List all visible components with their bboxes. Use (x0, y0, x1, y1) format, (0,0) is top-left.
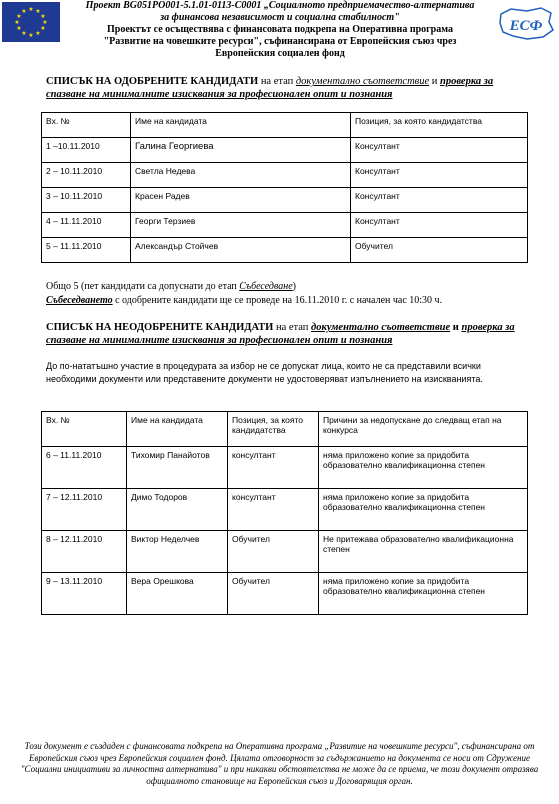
esf-logo-text: ЕСФ (509, 18, 543, 34)
column-header: Вх. № (42, 412, 127, 447)
esf-logo (497, 6, 555, 42)
approved-title-stage2: проверка за спазване на минималните изисквания за професионален опит и познания (46, 76, 494, 100)
table-row (42, 489, 528, 531)
table-cell: 5 – 11.11.2010 (42, 238, 131, 263)
table-cell: 2 – 10.11.2010 (42, 163, 131, 188)
header-line-2: за финансова независимост и социална стабилност" (160, 12, 400, 23)
interview-schedule-text (46, 294, 531, 307)
table-cell: Красен Радев (131, 188, 351, 213)
bulgaria-map-icon (497, 6, 555, 42)
table-cell: няма приложено копие за придобита образователно квалификационна степен (319, 489, 528, 531)
table-cell: Консултант (351, 138, 528, 163)
table-row (42, 188, 528, 213)
svg-text:★: ★ (35, 30, 41, 37)
rejected-title-bold: СПИСЪК НА НЕОДОБРЕНИТЕ КАНДИДАТИ (46, 322, 274, 333)
rejected-title-stage1: документално съответствие (311, 322, 451, 333)
table-cell: Александър Стойчев (131, 238, 351, 263)
approved-candidates-table (41, 112, 528, 263)
table-cell: Димо Тодоров (127, 489, 228, 531)
rejected-title-mid: на етап (273, 322, 312, 333)
project-header-text (66, 0, 494, 60)
table-row (42, 573, 528, 615)
svg-text:★: ★ (16, 13, 22, 20)
table-cell: няма приложено копие за придобита образователно квалификационна степен (319, 447, 528, 489)
column-header: Име на кандидата (131, 113, 351, 138)
table-row (42, 531, 528, 573)
column-header: Позиция, за която кандидатства (228, 412, 319, 447)
table-cell: 3 – 10.11.2010 (42, 188, 131, 213)
eu-flag-logo (2, 2, 60, 42)
column-header: Име на кандидата (127, 412, 228, 447)
table-cell: 7 – 12.11.2010 (42, 489, 127, 531)
funding-disclaimer-footer: Този документ е създаден с финансовата подкрепа на Оперативна програма „Развитие на човешките ресурси", съфинансирана от Европейския съюз чрез Европейския социален фонд. Цялата отговорност за съдържанието на документа се носи от Сдружение "Социални инициативи за личностна алтернатива" и при никакви обстоятелства не може да се приема, че този документ отразява официалното становище на Европейския съюз и Договарящия орган. (20, 741, 539, 786)
table-cell: консултант (228, 447, 319, 489)
interview-details: с одобрените кандидати ще се проведе на 16.11.2010 г. с начален час 10:30 ч. (112, 295, 443, 306)
table-cell: Светла Недева (131, 163, 351, 188)
table-cell: Тихомир Панайотов (127, 447, 228, 489)
header-line-4: "Развитие на човешките ресурси", съфинансирана от Европейския съюз чрез (103, 36, 457, 47)
table-row (42, 447, 528, 489)
approved-title-bold: СПИСЪК НА ОДОБРЕНИТЕ КАНДИДАТИ (46, 76, 259, 87)
column-header: Вх. № (42, 113, 131, 138)
table-cell: Не притежава образователно квалификационна степен (319, 531, 528, 573)
table-cell: няма приложено копие за придобита образователно квалификационна степен (319, 573, 528, 615)
column-header: Причини за недопускане до следващ етап на конкурса (319, 412, 528, 447)
table-cell: 1 –10.11.2010 (42, 138, 131, 163)
rejected-candidates-table (41, 411, 528, 615)
table-cell: Галина Георгиева (131, 138, 351, 163)
svg-text:★: ★ (28, 32, 34, 39)
rejected-title (46, 321, 526, 347)
svg-text:★: ★ (42, 19, 48, 26)
svg-text:★: ★ (21, 30, 27, 37)
svg-text:★: ★ (28, 6, 34, 13)
table-cell: Обучител (228, 573, 319, 615)
svg-text:★: ★ (14, 19, 20, 26)
table-cell: Консултант (351, 188, 528, 213)
table-header-row (42, 113, 528, 138)
approved-title-and: и (429, 76, 440, 87)
table-cell: 6 – 11.11.2010 (42, 447, 127, 489)
svg-text:★: ★ (40, 13, 46, 20)
eu-stars-icon (2, 2, 60, 42)
table-cell: 8 – 12.11.2010 (42, 531, 127, 573)
svg-text:★: ★ (21, 8, 27, 15)
table-cell: консултант (228, 489, 319, 531)
table-row (42, 213, 528, 238)
total-stage: Събеседване (239, 281, 293, 292)
interview-label: Събеседването (46, 295, 113, 306)
table-cell: Консултант (351, 213, 528, 238)
table-row (42, 163, 528, 188)
table-header-row (42, 412, 528, 447)
approved-title-mid: на етап (258, 76, 296, 87)
total-before: Общо 5 (пет кандидати са допуснати до етап (46, 281, 240, 292)
total-after: ) (292, 281, 297, 292)
svg-text:★: ★ (16, 25, 22, 32)
svg-text:★: ★ (40, 25, 46, 32)
table-cell: 4 – 11.11.2010 (42, 213, 131, 238)
table-row (42, 138, 528, 163)
rejection-note: До по-нататъшно участие в процедурата за избор не се допускат лица, които не са представили всички необходими документи или представените документи не удостоверяват изпълнението на изискванията. (46, 361, 483, 384)
table-cell: Виктор Неделчев (127, 531, 228, 573)
table-cell: 9 – 13.11.2010 (42, 573, 127, 615)
table-cell: Консултант (351, 163, 528, 188)
table-cell: Вера Орешкова (127, 573, 228, 615)
header-line-1: Проект BG051PO001-5.1.01-0113-C0001 „Социалното предприемачество-алтернатива (85, 0, 475, 11)
rejected-title-stage2: проверка за спазване на минималните изисквания за професионален опит и познания (46, 322, 515, 346)
approved-title-stage1: документално съответствие (295, 76, 430, 87)
table-row (42, 238, 528, 263)
table-cell: Георги Терзиев (131, 213, 351, 238)
rejected-title-and: и (450, 322, 462, 333)
column-header: Позиция, за която кандидатства (351, 113, 528, 138)
header-line-5: Европейския социален фонд (215, 48, 345, 59)
approved-title (46, 75, 526, 101)
table-cell: Обучител (351, 238, 528, 263)
page-header (0, 0, 559, 70)
table-cell: Обучител (228, 531, 319, 573)
svg-text:★: ★ (35, 8, 41, 15)
header-line-3: Проектът се осъществява с финансовата подкрепа на Оперативна програма (106, 24, 453, 35)
total-admitted-text (46, 280, 531, 293)
